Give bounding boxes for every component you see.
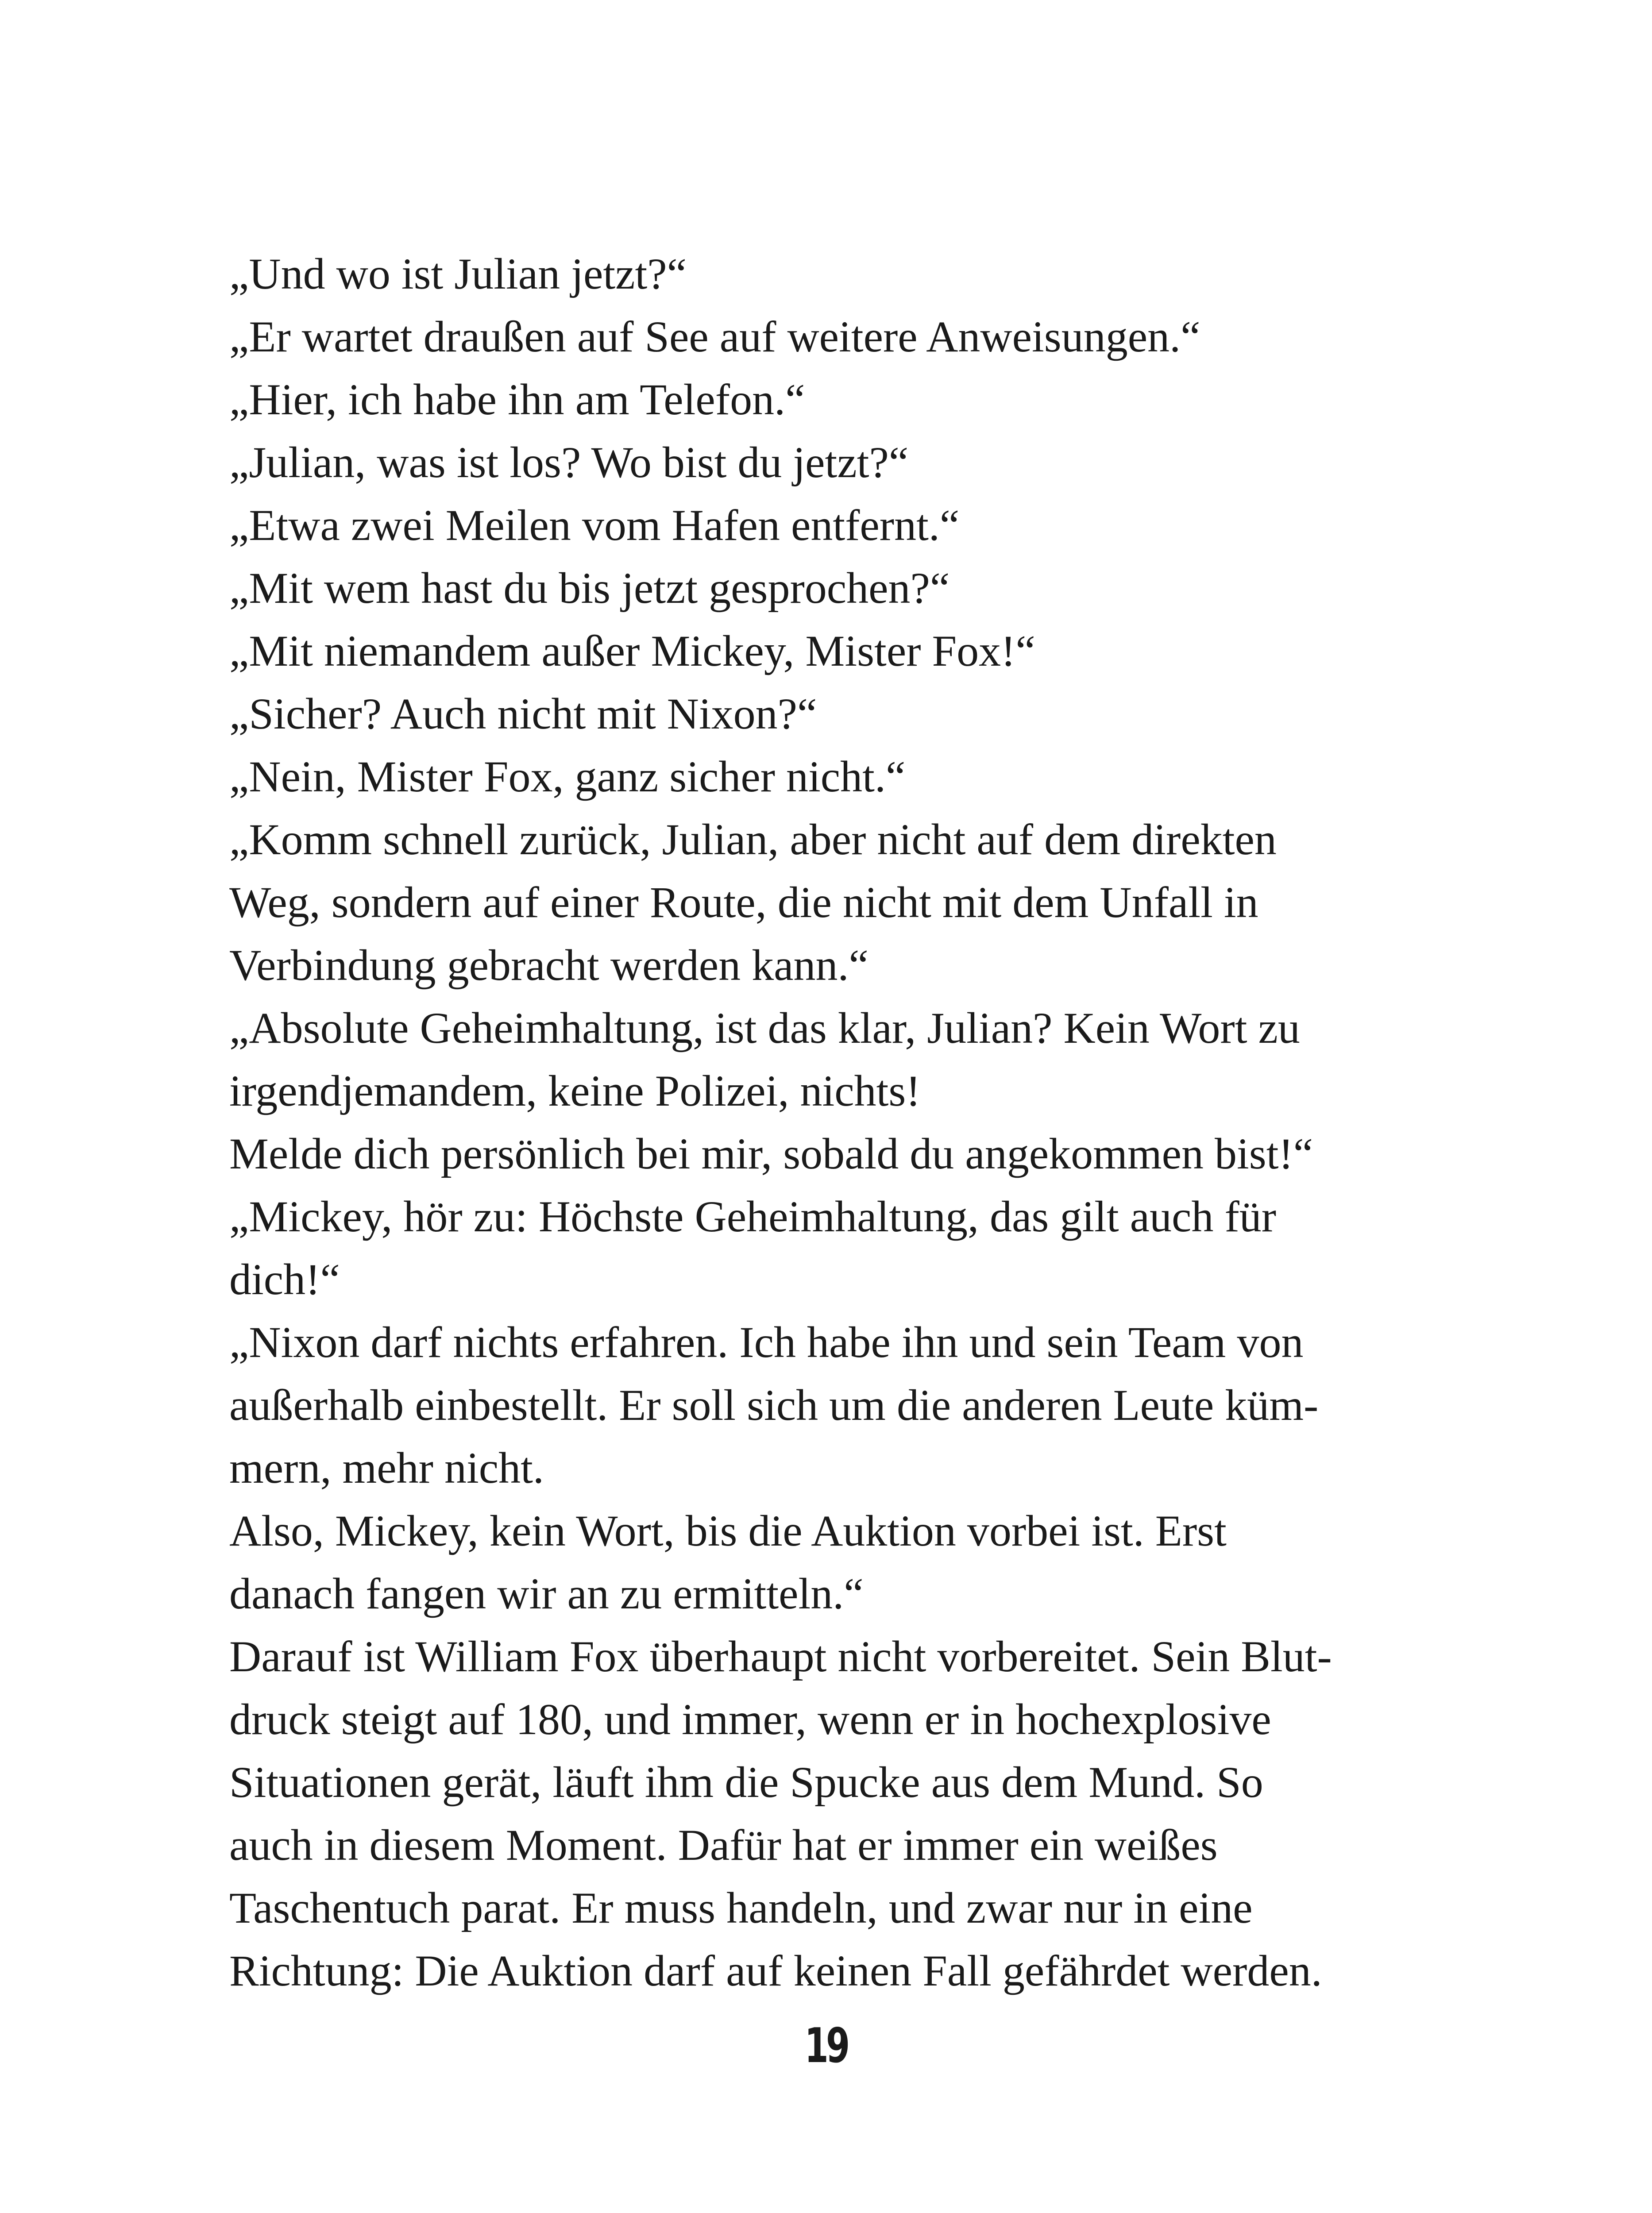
text-line: außerhalb einbestellt. Er soll sich um die anderen Leute küm- [229, 1380, 1319, 1430]
text-line: Darauf ist William Fox überhaupt nicht vorbereitet. Sein Blut- [229, 1632, 1332, 1681]
text-line: druck steigt auf 180, und immer, wenn er in hochexplosive [229, 1695, 1271, 1744]
text-line: „Er wartet draußen auf See auf weitere Anweisungen.“ [229, 312, 1200, 361]
text-line: irgendjemandem, keine Polizei, nichts! [229, 1066, 921, 1115]
text-line: dich!“ [229, 1255, 340, 1304]
text-line: auch in diesem Moment. Dafür hat er immer ein weißes [229, 1820, 1218, 1870]
text-line: „Mickey, hör zu: Höchste Geheimhaltung, das gilt auch für [229, 1192, 1277, 1241]
text-line: Richtung: Die Auktion darf auf keinen Fall gefährdet werden. [229, 1946, 1322, 1995]
text-line: Weg, sondern auf einer Route, die nicht mit dem Unfall in [229, 878, 1258, 927]
text-line: „Nixon darf nichts erfahren. Ich habe ihn und sein Team von [229, 1318, 1304, 1367]
text-line: Melde dich persönlich bei mir, sobald du angekommen bist!“ [229, 1129, 1313, 1178]
text-line: „Mit niemandem außer Mickey, Mister Fox!“ [229, 626, 1035, 675]
text-line: Situationen gerät, läuft ihm die Spucke aus dem Mund. So [229, 1758, 1263, 1807]
text-line: mern, mehr nicht. [229, 1443, 544, 1492]
text-line: Taschentuch parat. Er muss handeln, und zwar nur in eine [229, 1883, 1253, 1932]
text-line: „Mit wem hast du bis jetzt gesprochen?“ [229, 563, 950, 613]
text-line: „Sicher? Auch nicht mit Nixon?“ [229, 689, 817, 738]
text-line: „Julian, was ist los? Wo bist du jetzt?“ [229, 438, 909, 487]
text-line: „Etwa zwei Meilen vom Hafen entfernt.“ [229, 501, 960, 550]
text-line: „Absolute Geheimhaltung, ist das klar, Julian? Kein Wort zu [229, 1003, 1300, 1053]
text-line: danach fangen wir an zu ermitteln.“ [229, 1569, 864, 1618]
body-text [229, 243, 1451, 2002]
page-number: 19 [804, 2018, 848, 2074]
text-line: „Hier, ich habe ihn am Telefon.“ [229, 375, 805, 424]
text-line: „Nein, Mister Fox, ganz sicher nicht.“ [229, 752, 906, 801]
text-line: „Komm schnell zurück, Julian, aber nicht auf dem direkten [229, 815, 1277, 864]
text-line: Also, Mickey, kein Wort, bis die Auktion vorbei ist. Erst [229, 1506, 1227, 1555]
text-line: „Und wo ist Julian jetzt?“ [229, 249, 687, 298]
text-line: Verbindung gebracht werden kann.“ [229, 941, 868, 990]
